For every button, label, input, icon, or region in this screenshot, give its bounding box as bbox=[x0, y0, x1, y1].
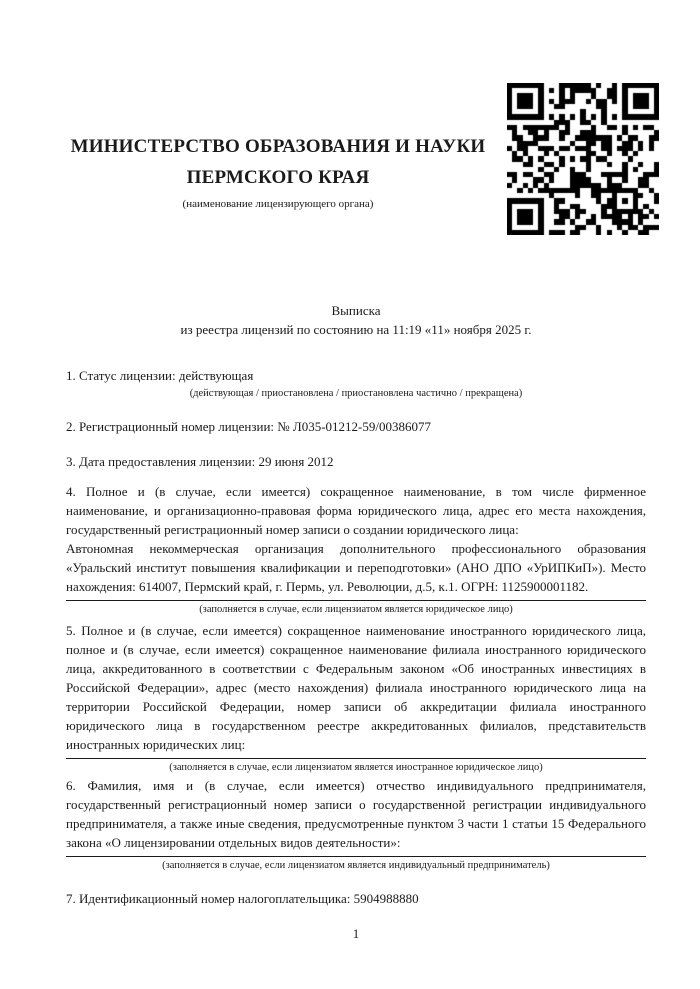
fill-in-rule bbox=[66, 600, 646, 601]
field-license-status bbox=[66, 366, 646, 401]
ministry-name bbox=[66, 131, 490, 193]
grant-date-value: 3. Дата предоставления лицензии: 29 июня 2012 bbox=[66, 454, 334, 469]
field-foreign-entity bbox=[66, 621, 646, 775]
foreign-entity-note: (заполняется в случае, если лицензиатом является иностранное юридическое лицо) bbox=[169, 762, 543, 773]
field-individual-entrepreneur bbox=[66, 776, 646, 873]
ministry-name-line2: ПЕРМСКОГО КРАЯ bbox=[186, 167, 370, 188]
ministry-name-line1: МИНИСТЕРСТВО ОБРАЗОВАНИЯ И НАУКИ bbox=[70, 136, 486, 157]
fill-in-rule bbox=[66, 856, 646, 857]
field-legal-entity bbox=[66, 482, 646, 617]
document-title bbox=[66, 301, 646, 339]
page-number: 1 bbox=[352, 926, 360, 941]
license-status-note: (действующая / приостановлена / приостановлена частично / прекращена) bbox=[189, 388, 523, 399]
fill-in-rule bbox=[66, 758, 646, 759]
individual-entrepreneur-note: (заполняется в случае, если лицензиатом является индивидуальный предприниматель) bbox=[162, 860, 550, 871]
field-registration-number bbox=[66, 417, 646, 436]
document-title-line1: Выписка bbox=[331, 303, 381, 318]
registration-number-value: 2. Регистрационный номер лицензии: № Л035-01212-59/00386077 bbox=[66, 419, 432, 434]
license-status-value: 1. Статус лицензии: действующая bbox=[66, 368, 254, 383]
legal-entity-label: 4. Полное и (в случае, если имеется) сокращенное наименование, в том числе фирменное наименование, и организационно-правовая форма юридического лица, адрес его места нахождения, государственный регистрационный номер записи о создании юридического лица: bbox=[66, 484, 646, 537]
qr-code bbox=[507, 83, 659, 235]
legal-entity-value: Автономная некоммерческая организация дополнительного профессионального образования «Уральский институт повышения квалификации и переподготовки» (АНО ДПО «УрИПКиП»). Место нахождения: 614007, Пермский край, г. Пермь, ул. Революции, д.5, к.1. ОГРН: 1125900001182. bbox=[66, 541, 646, 594]
individual-entrepreneur-label: 6. Фамилия, имя и (в случае, если имеется) отчество индивидуального предпринимателя, государственный регистрационный номер записи о государственной регистрации индивидуального предпринимателя, а также иные сведения, предусмотренные пунктом 3 части 1 статьи 15 Федерального закона «О лицензировании отдельных видов деятельности»: bbox=[66, 778, 646, 850]
legal-entity-note: (заполняется в случае, если лицензиатом является юридическое лицо) bbox=[199, 604, 513, 615]
issuing-authority-header bbox=[66, 131, 490, 211]
field-taxpayer-number bbox=[66, 889, 646, 908]
field-grant-date bbox=[66, 452, 646, 471]
taxpayer-number-value: 7. Идентификационный номер налогоплательщика: 5904988880 bbox=[66, 891, 419, 906]
document-title-line2: из реестра лицензий по состоянию на 11:19 «11» ноября 2025 г. bbox=[180, 322, 532, 337]
foreign-entity-label: 5. Полное и (в случае, если имеется) сокращенное наименование иностранного юридического лица, полное и (в случае, если имеется) сокращенное наименование филиала иностранного юридического лица, аккредитованного в соответствии с Федеральным законом «Об иностранных инвестициях в Российской Федерации», адрес (место нахождения) филиала иностранного юридического лица на территории Российской Федерации, номер записи об аккредитации филиала иностранного юридического лица в государственном реестре аккредитованных филиалов, представительств иностранных юридических лиц: bbox=[66, 623, 646, 752]
authority-caption: (наименование лицензирующего органа) bbox=[182, 198, 374, 210]
